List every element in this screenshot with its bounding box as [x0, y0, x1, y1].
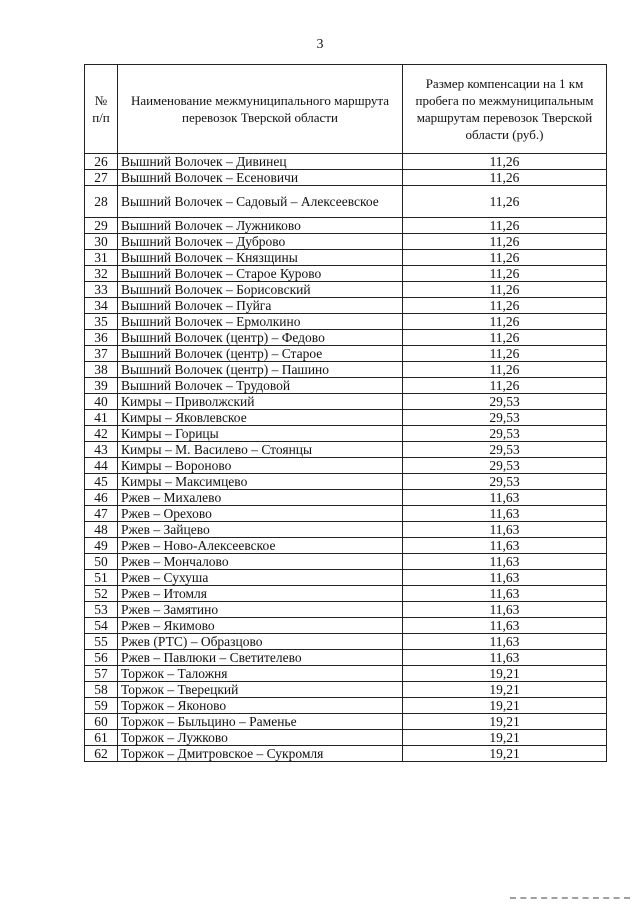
compensation-cell: 11,63: [403, 554, 607, 570]
table-row: [85, 666, 607, 682]
compensation-cell: 11,63: [403, 538, 607, 554]
table-row: [85, 538, 607, 554]
compensation-cell: 11,26: [403, 154, 607, 170]
row-number-cell: 44: [85, 458, 118, 474]
table-row: [85, 234, 607, 250]
compensation-cell: 11,26: [403, 218, 607, 234]
row-number-cell: 51: [85, 570, 118, 586]
row-number-cell: 57: [85, 666, 118, 682]
route-name-cell: Ржев – Сухуша: [118, 570, 403, 586]
row-number-cell: 53: [85, 602, 118, 618]
row-number-cell: 50: [85, 554, 118, 570]
table-row: [85, 490, 607, 506]
route-name-cell: Вышний Волочек – Лужниково: [118, 218, 403, 234]
route-name-cell: Кимры – Вороново: [118, 458, 403, 474]
compensation-cell: 11,26: [403, 298, 607, 314]
route-name-cell: Вышний Волочек (центр) – Федово: [118, 330, 403, 346]
table-body: [85, 154, 607, 762]
compensation-cell: 29,53: [403, 474, 607, 490]
page-number: 3: [316, 37, 324, 52]
route-name-cell: Вышний Волочек – Трудовой: [118, 378, 403, 394]
route-name-cell: Ржев – Мончалово: [118, 554, 403, 570]
compensation-cell: 19,21: [403, 714, 607, 730]
compensation-cell: 11,63: [403, 490, 607, 506]
route-name-cell: Вышний Волочек – Дивинец: [118, 154, 403, 170]
route-name-cell: Торжок – Яконово: [118, 698, 403, 714]
table-row: [85, 650, 607, 666]
compensation-cell: 19,21: [403, 698, 607, 714]
row-number-cell: 40: [85, 394, 118, 410]
scan-mark: [510, 897, 630, 903]
route-name-cell: Ржев – Ново-Алексеевское: [118, 538, 403, 554]
table-row: [85, 378, 607, 394]
compensation-cell: 11,26: [403, 314, 607, 330]
row-number-cell: 43: [85, 442, 118, 458]
routes-table: [84, 64, 607, 762]
route-name-cell: Вышний Волочек (центр) – Старое: [118, 346, 403, 362]
compensation-cell: 29,53: [403, 426, 607, 442]
table-row: [85, 442, 607, 458]
row-number-cell: 48: [85, 522, 118, 538]
route-name-cell: Ржев – Замятино: [118, 602, 403, 618]
row-number-cell: 35: [85, 314, 118, 330]
compensation-cell: 11,63: [403, 650, 607, 666]
row-number-cell: 32: [85, 266, 118, 282]
header-name: Наименование межмуниципального маршрута перевозок Тверской области: [118, 65, 403, 154]
route-name-cell: Кимры – Приволжский: [118, 394, 403, 410]
compensation-cell: 11,63: [403, 570, 607, 586]
compensation-cell: 11,63: [403, 522, 607, 538]
table-row: [85, 154, 607, 170]
route-name-cell: Кимры – Максимцево: [118, 474, 403, 490]
table-row: [85, 346, 607, 362]
row-number-cell: 36: [85, 330, 118, 346]
compensation-cell: 29,53: [403, 410, 607, 426]
table-row: [85, 186, 607, 218]
table-row: [85, 522, 607, 538]
table-row: [85, 570, 607, 586]
table-row: [85, 474, 607, 490]
table-row: [85, 634, 607, 650]
compensation-cell: 11,26: [403, 266, 607, 282]
table-row: [85, 170, 607, 186]
route-name-cell: Торжок – Дмитровское – Сукромля: [118, 746, 403, 762]
compensation-cell: 11,63: [403, 618, 607, 634]
compensation-cell: 11,26: [403, 330, 607, 346]
route-name-cell: Вышний Волочек – Садовый – Алексеевское: [118, 186, 403, 218]
row-number-cell: 61: [85, 730, 118, 746]
row-number-cell: 52: [85, 586, 118, 602]
compensation-cell: 11,63: [403, 586, 607, 602]
table-row: [85, 698, 607, 714]
table-row: [85, 266, 607, 282]
row-number-cell: 59: [85, 698, 118, 714]
table-row: [85, 682, 607, 698]
header-value: Размер компенсации на 1 км пробега по межмуниципальным маршрутам перевозок Тверской области (руб.): [403, 65, 607, 154]
row-number-cell: 38: [85, 362, 118, 378]
route-name-cell: Ржев – Итомля: [118, 586, 403, 602]
compensation-cell: 11,26: [403, 186, 607, 218]
row-number-cell: 33: [85, 282, 118, 298]
route-name-cell: Кимры – Горицы: [118, 426, 403, 442]
compensation-cell: 11,26: [403, 170, 607, 186]
route-name-cell: Ржев – Павлюки – Светителево: [118, 650, 403, 666]
row-number-cell: 60: [85, 714, 118, 730]
compensation-cell: 19,21: [403, 730, 607, 746]
table-row: [85, 250, 607, 266]
row-number-cell: 30: [85, 234, 118, 250]
compensation-cell: 29,53: [403, 394, 607, 410]
table-row: [85, 362, 607, 378]
compensation-cell: 11,26: [403, 378, 607, 394]
compensation-cell: 19,21: [403, 682, 607, 698]
table-row: [85, 458, 607, 474]
table-row: [85, 394, 607, 410]
route-name-cell: Вышний Волочек (центр) – Пашино: [118, 362, 403, 378]
compensation-cell: 29,53: [403, 458, 607, 474]
row-number-cell: 56: [85, 650, 118, 666]
compensation-cell: 11,63: [403, 634, 607, 650]
row-number-cell: 31: [85, 250, 118, 266]
row-number-cell: 62: [85, 746, 118, 762]
table-header-row: [85, 65, 607, 154]
header-num: № п/п: [85, 65, 118, 154]
row-number-cell: 42: [85, 426, 118, 442]
compensation-cell: 11,26: [403, 234, 607, 250]
route-name-cell: Вышний Волочек – Борисовский: [118, 282, 403, 298]
table-row: [85, 746, 607, 762]
table-row: [85, 586, 607, 602]
row-number-cell: 47: [85, 506, 118, 522]
table-row: [85, 730, 607, 746]
compensation-cell: 19,21: [403, 666, 607, 682]
compensation-cell: 19,21: [403, 746, 607, 762]
table-row: [85, 506, 607, 522]
route-name-cell: Ржев – Михалево: [118, 490, 403, 506]
compensation-cell: 11,26: [403, 362, 607, 378]
row-number-cell: 58: [85, 682, 118, 698]
compensation-cell: 11,63: [403, 602, 607, 618]
route-name-cell: Торжок – Лужково: [118, 730, 403, 746]
row-number-cell: 27: [85, 170, 118, 186]
compensation-cell: 11,26: [403, 250, 607, 266]
table-row: [85, 426, 607, 442]
route-name-cell: Кимры – М. Василево – Стоянцы: [118, 442, 403, 458]
compensation-cell: 29,53: [403, 442, 607, 458]
table-row: [85, 554, 607, 570]
table-row: [85, 602, 607, 618]
route-name-cell: Вышний Волочек – Есеновичи: [118, 170, 403, 186]
route-name-cell: Ржев (РТС) – Образцово: [118, 634, 403, 650]
table-row: [85, 330, 607, 346]
table-row: [85, 714, 607, 730]
compensation-cell: 11,26: [403, 346, 607, 362]
route-name-cell: Вышний Волочек – Ермолкино: [118, 314, 403, 330]
row-number-cell: 55: [85, 634, 118, 650]
route-name-cell: Ржев – Якимово: [118, 618, 403, 634]
route-name-cell: Вышний Волочек – Дуброво: [118, 234, 403, 250]
compensation-cell: 11,26: [403, 282, 607, 298]
table-row: [85, 298, 607, 314]
table-row: [85, 618, 607, 634]
row-number-cell: 46: [85, 490, 118, 506]
row-number-cell: 34: [85, 298, 118, 314]
table-row: [85, 218, 607, 234]
route-name-cell: Ржев – Орехово: [118, 506, 403, 522]
route-name-cell: Вышний Волочек – Пуйга: [118, 298, 403, 314]
table-row: [85, 282, 607, 298]
row-number-cell: 26: [85, 154, 118, 170]
row-number-cell: 29: [85, 218, 118, 234]
table-row: [85, 314, 607, 330]
row-number-cell: 37: [85, 346, 118, 362]
row-number-cell: 54: [85, 618, 118, 634]
row-number-cell: 49: [85, 538, 118, 554]
route-name-cell: Вышний Волочек – Старое Курово: [118, 266, 403, 282]
route-name-cell: Ржев – Зайцево: [118, 522, 403, 538]
route-name-cell: Вышний Волочек – Князщины: [118, 250, 403, 266]
compensation-cell: 11,63: [403, 506, 607, 522]
route-name-cell: Торжок – Тверецкий: [118, 682, 403, 698]
route-name-cell: Торжок – Быльцино – Раменье: [118, 714, 403, 730]
route-name-cell: Торжок – Таложня: [118, 666, 403, 682]
table-row: [85, 410, 607, 426]
row-number-cell: 39: [85, 378, 118, 394]
row-number-cell: 28: [85, 186, 118, 218]
row-number-cell: 45: [85, 474, 118, 490]
row-number-cell: 41: [85, 410, 118, 426]
route-name-cell: Кимры – Яковлевское: [118, 410, 403, 426]
